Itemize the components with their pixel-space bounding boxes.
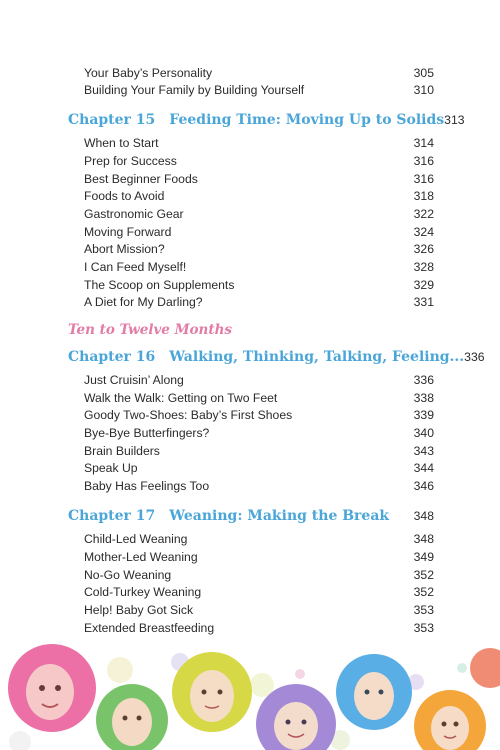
toc-entry[interactable]	[84, 65, 434, 81]
toc-entry[interactable]	[84, 153, 434, 169]
entry-page: 340	[413, 426, 434, 440]
entry-title: Your Baby’s Personality	[84, 66, 213, 80]
chapter-number: Chapter 15	[68, 112, 156, 128]
entry-title: Gastronomic Gear	[84, 207, 184, 221]
entry-page: 348	[413, 532, 434, 546]
entry-title: Extended Breastfeeding	[84, 621, 215, 635]
entry-title: Walk the Walk: Getting on Two Feet	[84, 391, 278, 405]
toc-entry[interactable]	[84, 443, 434, 459]
toc-entry[interactable]	[84, 135, 434, 151]
chapter-number: Chapter 17	[68, 508, 156, 524]
entry-page: 352	[413, 585, 434, 599]
entry-title: I Can Feed Myself!	[84, 260, 187, 274]
entry-page: 353	[413, 603, 434, 617]
entry-page: 326	[413, 242, 434, 256]
entry-title: Help! Baby Got Sick	[84, 603, 194, 617]
entry-page: 322	[413, 207, 434, 221]
entry-title: Prep for Success	[84, 154, 177, 168]
entry-title: No-Go Weaning	[84, 568, 172, 582]
entry-page: 328	[413, 260, 434, 274]
entry-page: 324	[413, 225, 434, 239]
entry-page: 316	[413, 172, 434, 186]
entry-title: Speak Up	[84, 461, 138, 475]
baby-face-yellow	[172, 652, 252, 732]
bubble-decoration	[470, 648, 500, 688]
entry-title: Goody Two-Shoes: Baby’s First Shoes	[84, 408, 293, 422]
toc-entry[interactable]	[84, 188, 434, 204]
toc-entry[interactable]	[84, 531, 434, 547]
toc-entry[interactable]	[84, 294, 434, 310]
entry-title: A Diet for My Darling?	[84, 295, 203, 309]
toc-entry[interactable]	[84, 390, 434, 406]
chapter-number: Chapter 16	[68, 349, 156, 365]
toc-entry[interactable]	[84, 372, 434, 388]
entry-page: 329	[413, 278, 434, 292]
toc-entry[interactable]	[84, 460, 434, 476]
entry-page: 338	[413, 391, 434, 405]
entry-page: 314	[413, 136, 434, 150]
baby-face-orange	[414, 690, 486, 750]
entry-title: Building Your Family by Building Yourself	[84, 83, 305, 97]
entry-page: 310	[413, 83, 434, 97]
toc-entry[interactable]	[84, 407, 434, 423]
bubble-decoration	[9, 731, 31, 750]
entry-page: 305	[413, 66, 434, 80]
bubble-decoration	[457, 663, 467, 673]
toc-entry[interactable]	[84, 259, 434, 275]
toc-entry[interactable]	[84, 549, 434, 565]
chapter-title: Feeding Time: Moving Up to Solids	[169, 112, 445, 128]
entry-title: Brain Builders	[84, 444, 160, 458]
entry-title: Cold-Turkey Weaning	[84, 585, 202, 599]
entry-title: Bye-Bye Butterfingers?	[84, 426, 210, 440]
entry-title: Mother-Led Weaning	[84, 550, 198, 564]
chapter-title: Walking, Thinking, Talking, Feeling...	[169, 349, 465, 365]
entry-title: Abort Mission?	[84, 242, 165, 256]
baby-face-blue	[336, 654, 412, 730]
entry-page: 343	[413, 444, 434, 458]
toc-entry[interactable]	[84, 567, 434, 583]
entry-title: The Scoop on Supplements	[84, 278, 235, 292]
entry-title: Baby Has Feelings Too	[84, 479, 210, 493]
entry-page: 346	[413, 479, 434, 493]
entry-title: Moving Forward	[84, 225, 172, 239]
toc-entry[interactable]	[84, 171, 434, 187]
toc-entry[interactable]	[84, 277, 434, 293]
entry-page: 318	[413, 189, 434, 203]
toc-entry[interactable]	[84, 82, 434, 98]
chapter-title: Weaning: Making the Break	[169, 508, 390, 524]
baby-face-pink	[8, 644, 96, 732]
toc-entry[interactable]	[84, 224, 434, 240]
toc-entry[interactable]	[84, 584, 434, 600]
entry-page: 336	[413, 373, 434, 387]
toc-entry[interactable]	[84, 478, 434, 494]
toc-entry[interactable]	[84, 602, 434, 618]
entry-title: Foods to Avoid	[84, 189, 165, 203]
chapter-page: 348	[413, 509, 434, 523]
entry-page: 316	[413, 154, 434, 168]
chapter-page: 313	[444, 113, 465, 127]
toc-entry[interactable]	[84, 241, 434, 257]
baby-face-green	[96, 684, 168, 750]
toc-entry[interactable]	[84, 206, 434, 222]
entry-title: Child-Led Weaning	[84, 532, 188, 546]
chapter-17-heading[interactable]	[68, 506, 434, 526]
bubble-decoration	[107, 657, 133, 683]
entry-title: When to Start	[84, 136, 159, 150]
section-heading: Ten to Twelve Months	[68, 322, 232, 338]
entry-page: 339	[413, 408, 434, 422]
entry-title: Just Cruisin’ Along	[84, 373, 184, 387]
entry-page: 331	[413, 295, 434, 309]
baby-faces-illustration	[0, 630, 500, 750]
entry-page: 344	[413, 461, 434, 475]
entry-page: 353	[413, 621, 434, 635]
bubble-decoration	[295, 669, 305, 679]
toc-entry[interactable]	[84, 425, 434, 441]
chapter-16-heading[interactable]	[68, 347, 485, 367]
chapter-15-heading[interactable]	[68, 110, 465, 130]
chapter-page: 336	[464, 350, 485, 364]
entry-page: 352	[413, 568, 434, 582]
entry-page: 349	[413, 550, 434, 564]
entry-title: Best Beginner Foods	[84, 172, 198, 186]
